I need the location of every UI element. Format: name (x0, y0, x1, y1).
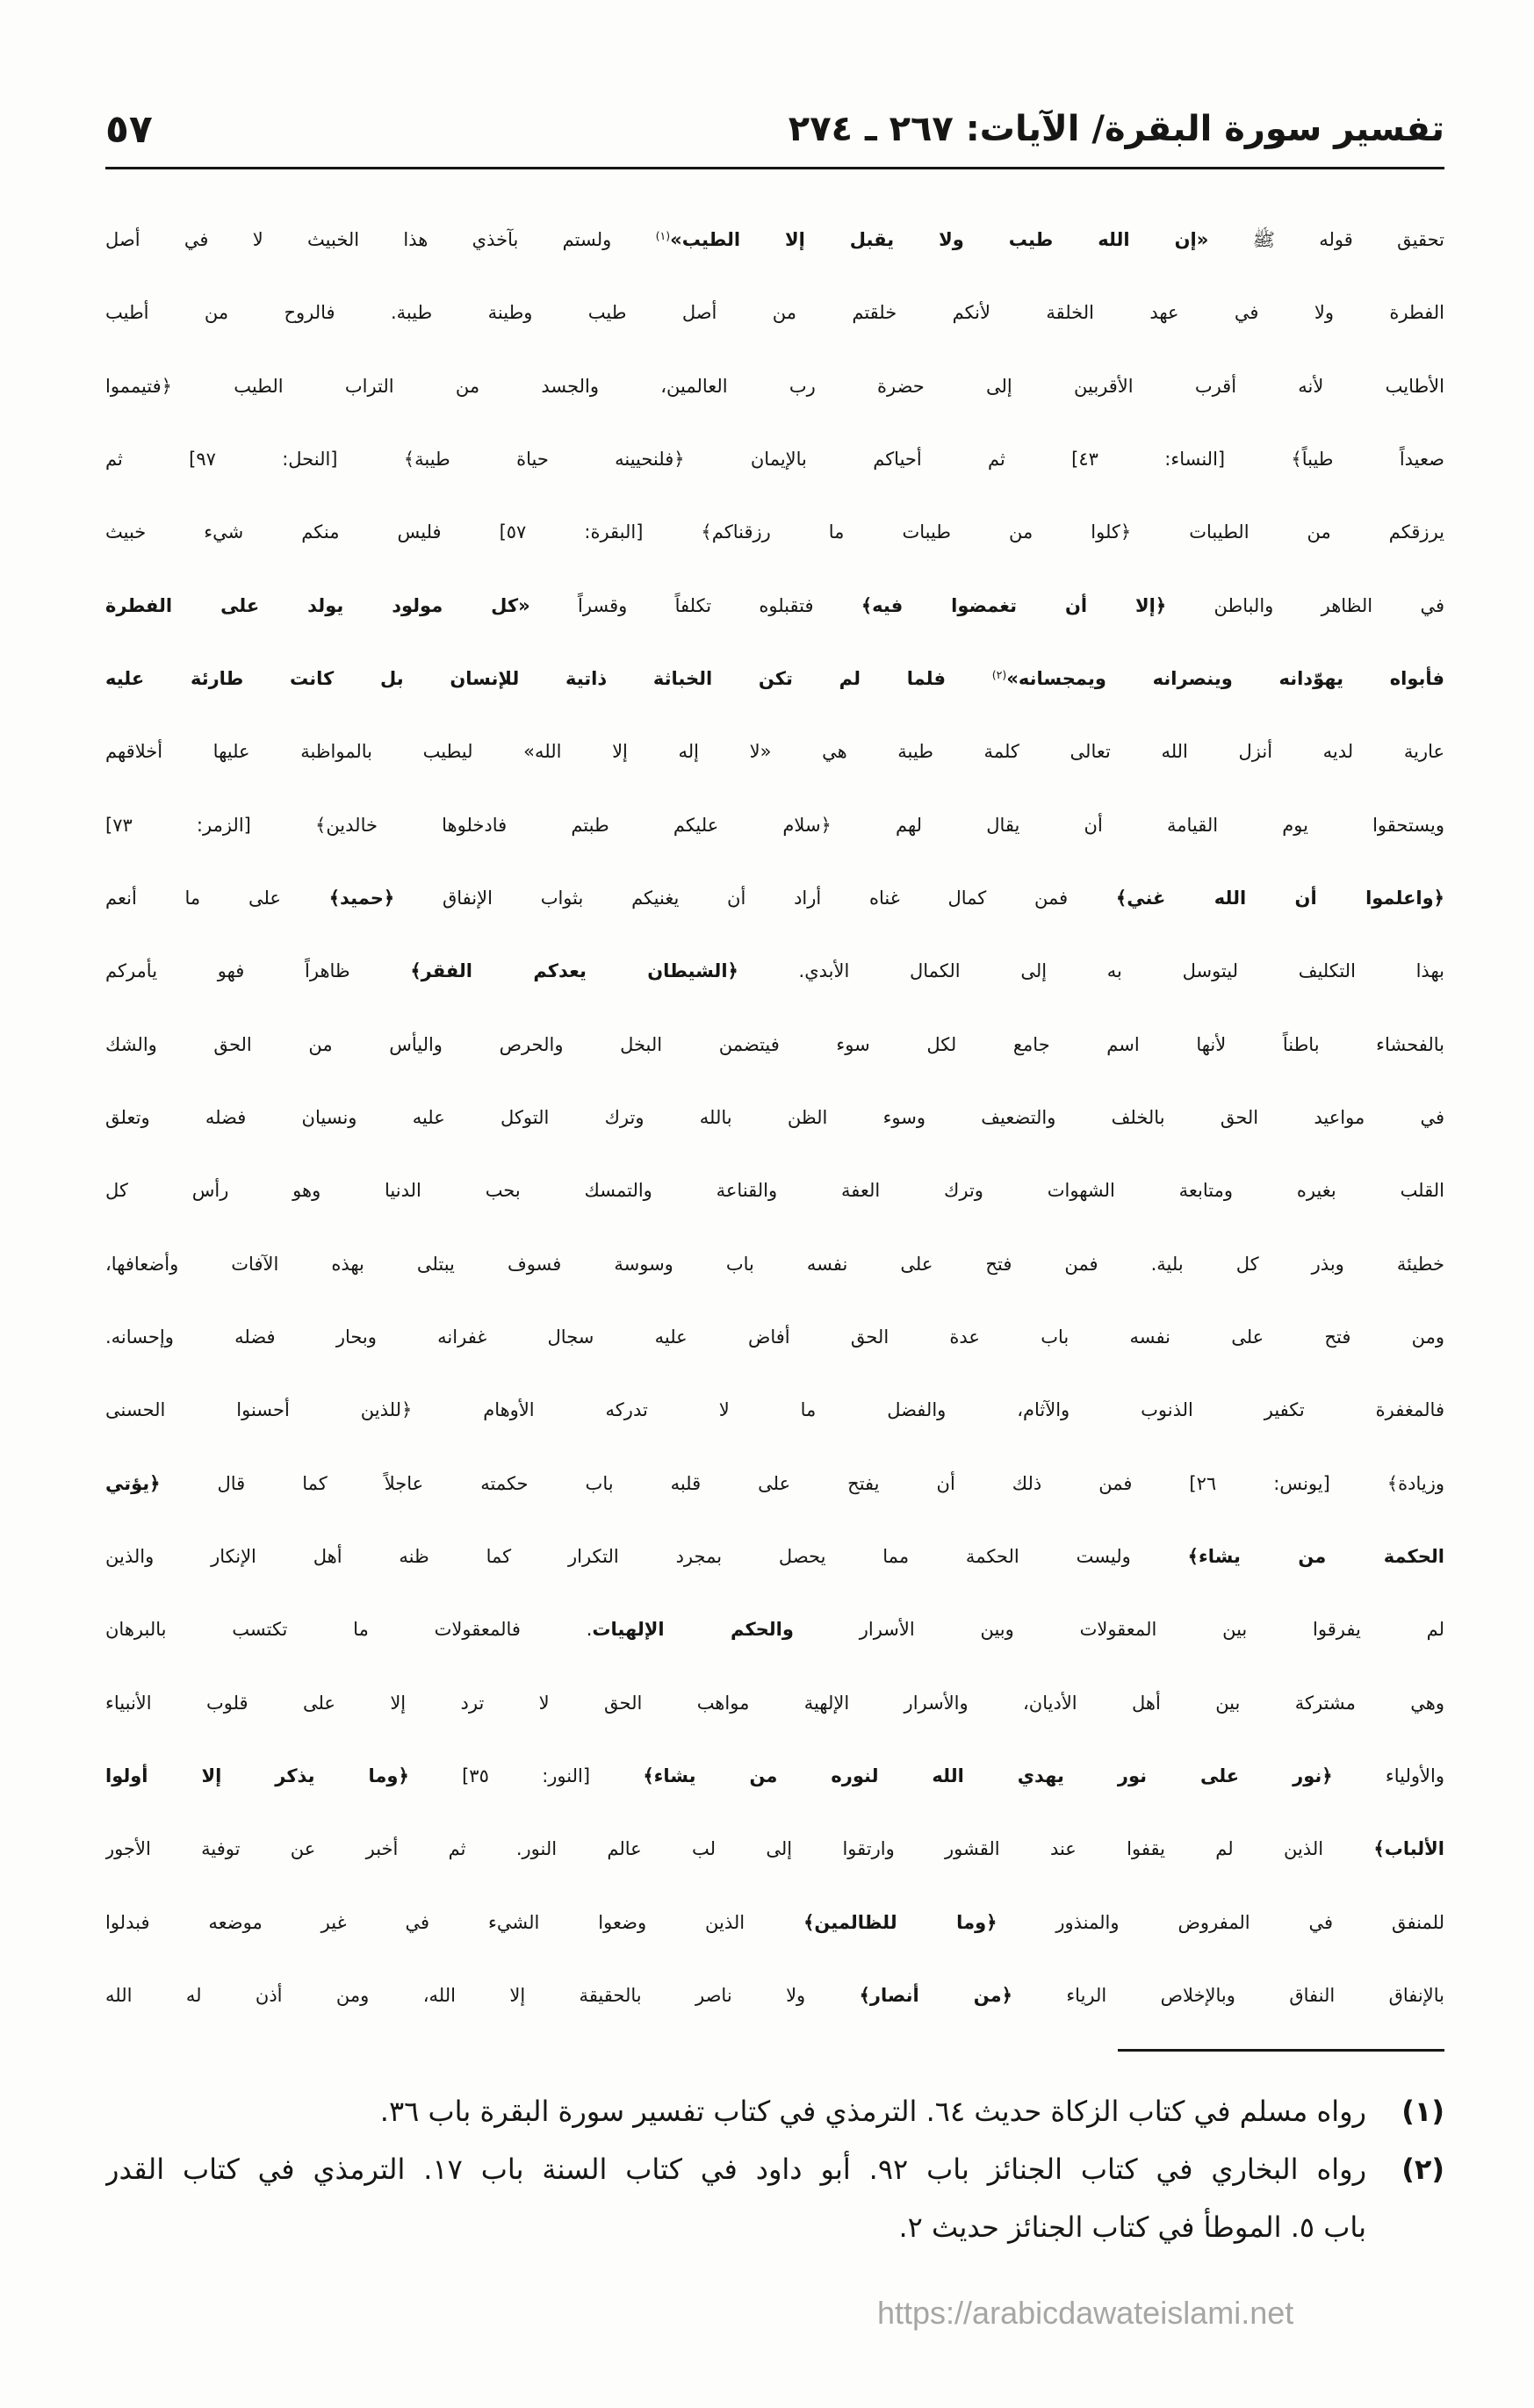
running-title: تفسير سورة البقرة/ الآيات: ٢٦٧ ـ ٢٧٤ (788, 109, 1444, 149)
text-line (105, 1667, 1444, 1740)
text-segment: وليست الحكمة مما يحصل بمجرد التكرار كما ظنه أهل الإنكار والذين (105, 1545, 1188, 1567)
text-line (105, 935, 1444, 1008)
text-segment: «إن الله طيب ولا يقبل إلا الطيب» (670, 229, 1209, 250)
text-segment: بالإنفاق النفاق وبالإخلاص الرياء (1012, 1984, 1444, 2006)
text-segment: . فالمعقولات ما تكتسب بالبرهان (105, 1619, 593, 1641)
footnote (105, 2140, 1444, 2256)
footnote-reference: (٢) (991, 668, 1007, 682)
text-segment: الحكمة من يشاء﴾ (1187, 1545, 1444, 1567)
text-segment: يرزقكم من الطيبات ﴿كلوا من طيبات ما رزقناكم﴾ [البقرة: ٥٧] فليس منكم شيء خبيث (105, 521, 1444, 543)
text-line (105, 1154, 1444, 1227)
text-segment: ﴿وما يذكر إلا أولوا (105, 1765, 409, 1786)
text-segment: بالفحشاء باطناً لأنها اسم جامع لكل سوء فيتضمن البخل والحرص واليأس من الحق والشك (105, 1033, 1444, 1055)
text-segment: ﴿حميد﴾ (328, 887, 395, 909)
text-segment: الذين لم يقفوا عند القشور وارتقوا إلى لب عالم النور. ثم أخبر عن توفية الأجور (105, 1838, 1374, 1860)
text-segment: ولا ناصر بالحقيقة إلا الله، ومن أذن له الله (105, 1984, 860, 2006)
text-segment: وزيادة﴾ [يونس: ٢٦] فمن ذلك أن يفتح على قلبه باب حكمته عاجلاً كما قال (160, 1472, 1444, 1494)
footnotes (105, 2082, 1444, 2256)
text-line (105, 715, 1444, 788)
header-rule (105, 167, 1444, 169)
text-segment: الأطايب لأنه أقرب الأقربين إلى حضرة رب العالمين، والجسد من التراب الطيب ﴿فتيمموا (105, 375, 1444, 397)
watermark: https://arabicdawateislami.net (877, 2295, 1294, 2331)
footnote-line: رواه مسلم في كتاب الزكاة حديث ٦٤. الترمذي في كتاب تفسير سورة البقرة باب ٣٦. (379, 2095, 1366, 2128)
footnote (105, 2082, 1444, 2140)
text-line (105, 1520, 1444, 1593)
text-segment: الألباب﴾ (1373, 1838, 1444, 1860)
text-line (105, 862, 1444, 935)
text-segment: وهي مشتركة بين أهل الأديان، والأسرار الإلهية مواهب الحق لا ترد إلا على قلوب الأنبياء (105, 1692, 1444, 1714)
text-segment: لم يفرقوا بين المعقولات وبين الأسرار (793, 1619, 1444, 1641)
text-segment: ﴿يؤتي (105, 1472, 161, 1494)
text-line (105, 1448, 1444, 1520)
text-segment: ﴿وما للظالمين﴾ (803, 1911, 997, 1933)
text-segment: على ما أنعم (105, 887, 329, 909)
running-header (105, 98, 1444, 160)
text-line (105, 277, 1444, 349)
text-segment: الذين وضعوا الشيء في غير موضعه فبدلوا (105, 1911, 804, 1933)
text-line (105, 1593, 1444, 1666)
body-text (105, 204, 1444, 2032)
text-segment: ولستم بآخذي هذا الخبيث لا في أصل (105, 229, 656, 250)
text-line (105, 496, 1444, 569)
text-segment: الفطرة ولا في عهد الخلقة لأنكم خلقتم من أصل طيب وطينة طيبة. فالروح من أطيب (105, 302, 1444, 324)
text-segment: ﴿من أنصار﴾ (859, 1984, 1012, 2006)
text-line (105, 1228, 1444, 1301)
text-segment: في مواعيد الحق بالخلف والتضعيف وسوء الظن بالله وترك التوكل عليه ونسيان فضله وتعلق (105, 1106, 1444, 1128)
footnote-line: باب ٥. الموطأ في كتاب الجنائز حديث ٢. (898, 2210, 1366, 2244)
text-segment: صعيداً طيباً﴾ [النساء: ٤٣] ثم أحياكم بالإيمان ﴿فلنحيينه حياة طيبة﴾ [النحل: ٩٧] ثم (105, 448, 1444, 470)
footnote-marker: (١) (1401, 2095, 1444, 2128)
text-line (105, 204, 1444, 277)
text-segment: ويستحقوا يوم القيامة أن يقال لهم ﴿سلام عليكم طبتم فادخلوها خالدين﴾ [الزمر: ٧٣] (105, 814, 1444, 836)
text-segment: فلما لم تكن الخباثة ذاتية للإنسان بل كانت طارئة عليه (105, 667, 992, 689)
text-segment: ﴿إلا أن تغمضوا فيه﴾ (861, 594, 1167, 616)
text-line (105, 1959, 1444, 2032)
text-line (105, 1740, 1444, 1813)
text-segment: للمنفق في المفروض والمنذور (997, 1911, 1444, 1933)
text-line (105, 1813, 1444, 1886)
text-line (105, 1374, 1444, 1447)
footnote-line: رواه البخاري في كتاب الجنائز باب ٩٢. أبو داود في كتاب السنة باب ١٧. الترمذي في كتاب القدر (105, 2153, 1366, 2186)
text-line (105, 643, 1444, 715)
text-segment: ﴿واعلموا أن الله غني﴾ (1115, 887, 1444, 909)
page-number: ٥٧ (105, 106, 153, 152)
text-segment: ﴿الشيطان يعدكم الفقر﴾ (410, 960, 738, 982)
text-segment: فمن كمال غناه أراد أن يغنيكم بثواب الإنفاق (394, 887, 1116, 909)
text-segment: القلب بغيره ومتابعة الشهوات وترك العفة والقناعة والتمسك بحب الدنيا وهو رأس كل (105, 1180, 1444, 1202)
text-segment: والحكم الإلهيات (592, 1619, 794, 1641)
text-line (105, 1887, 1444, 1959)
text-segment: فتقبلوه تكلفاً وقسراً (529, 594, 861, 616)
footnote-reference: (١) (655, 229, 671, 243)
text-line (105, 1082, 1444, 1154)
text-line (105, 350, 1444, 423)
text-segment: فأبواه يهوّدانه وينصرانه ويمجسانه» (1006, 667, 1444, 689)
footnote-marker: (٢) (1401, 2153, 1444, 2186)
text-segment: في الظاهر والباطن (1166, 594, 1444, 616)
text-segment: ظاهراً فهو يأمركم (105, 960, 411, 982)
text-segment: [النور: ٣٥] (408, 1765, 644, 1786)
text-line (105, 1009, 1444, 1082)
text-line (105, 570, 1444, 643)
text-line (105, 423, 1444, 496)
text-segment: «كل مولود يولد على الفطرة (105, 594, 530, 616)
text-segment: بهذا التكليف ليتوسل به إلى الكمال الأبدي. (738, 960, 1444, 982)
text-segment: تحقيق قوله ﷺ (1208, 229, 1444, 250)
text-segment: خطيئة وبذر كل بلية. فمن فتح على نفسه باب وسوسة فسوف يبتلى بهذه الآفات وأضعافها، (105, 1253, 1444, 1275)
text-segment: ومن فتح على نفسه باب عدة الحق أفاض عليه سجال غفرانه وبحار فضله وإحسانه. (105, 1326, 1444, 1348)
text-segment: ﴿نور على نور يهدي الله لنوره من يشاء﴾ (643, 1765, 1333, 1786)
text-segment: عارية لديه أنزل الله تعالى كلمة طيبة هي «لا إله إلا الله» ليطيب بالمواظبة عليها أخلاقهم (105, 741, 1444, 763)
text-line (105, 1301, 1444, 1374)
text-line (105, 789, 1444, 862)
text-segment: فالمغفرة تكفير الذنوب والآثام، والفضل ما لا تدركه الأوهام ﴿للذين أحسنوا الحسنى (105, 1399, 1444, 1421)
text-segment: والأولياء (1332, 1765, 1444, 1786)
footnote-rule (1118, 2049, 1444, 2052)
